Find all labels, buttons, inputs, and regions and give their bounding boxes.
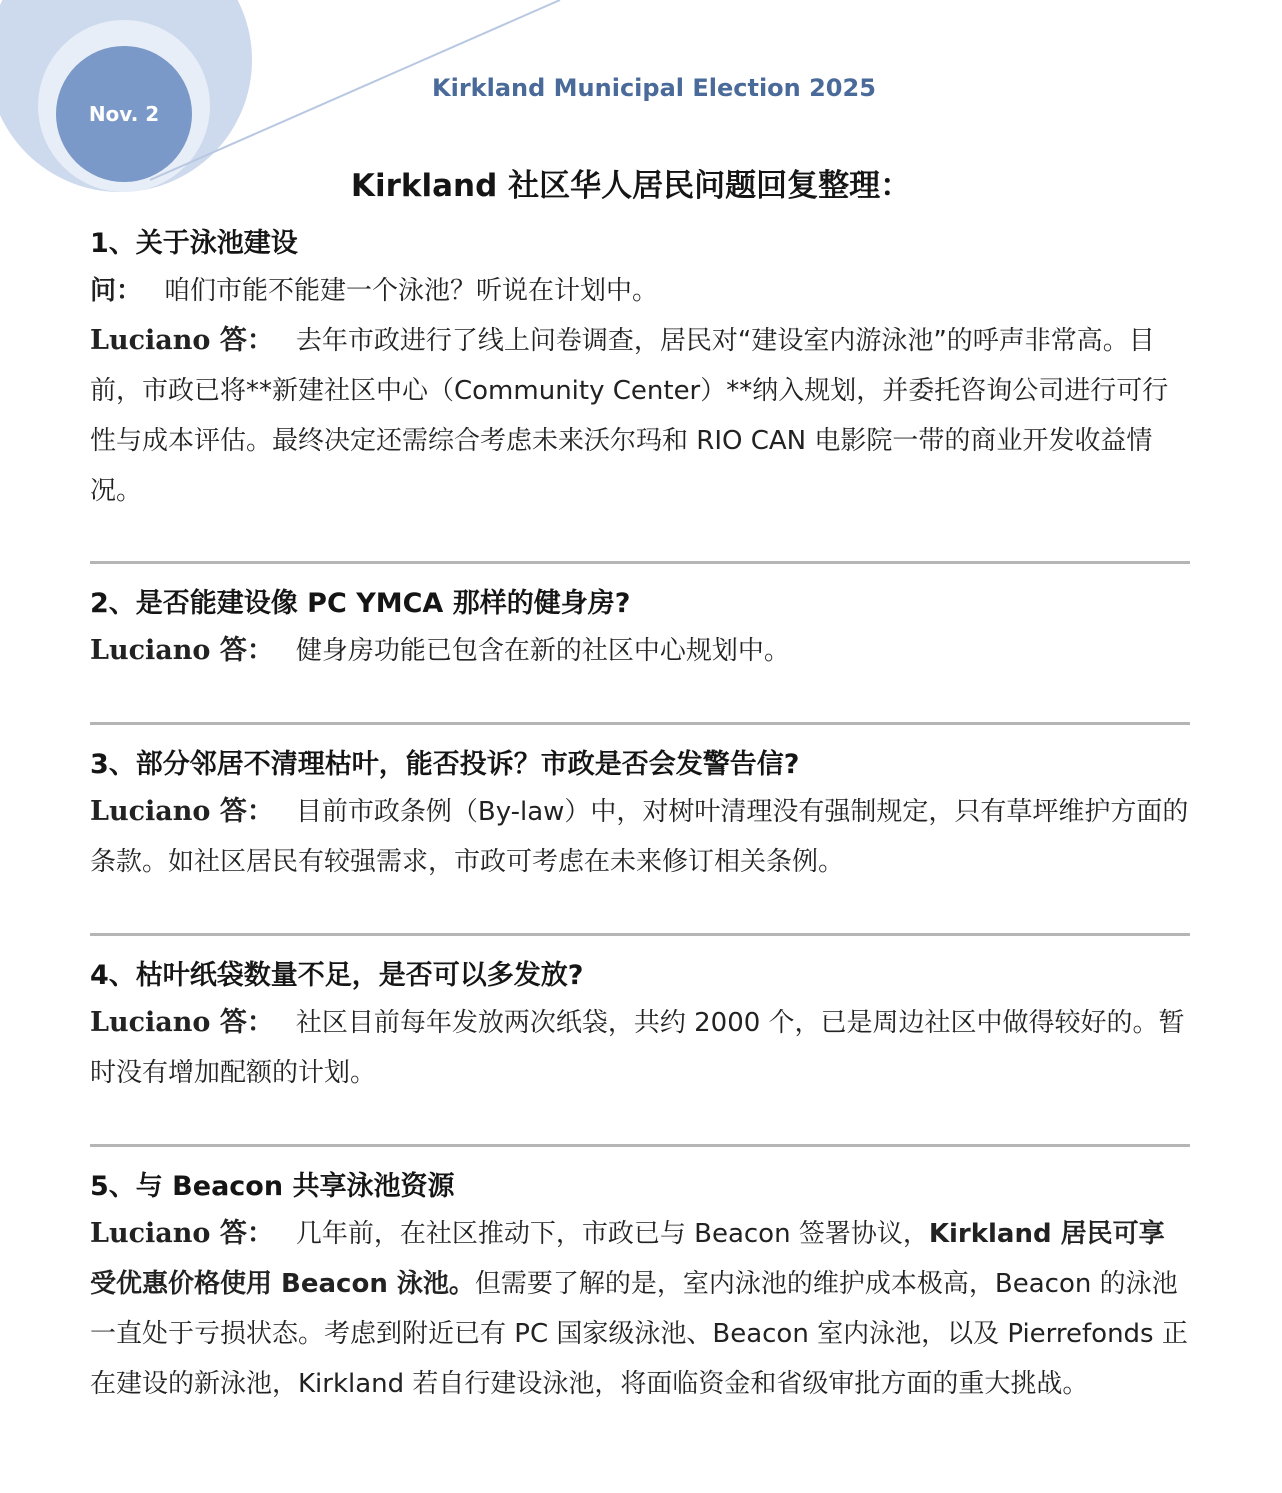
- qa-heading: 3、部分邻居不清理枯叶，能否投诉？市政是否会发警告信?: [90, 749, 800, 780]
- answer-body-highlight: Kirkland 居民可享受优惠价格使用 Beacon 泳池。: [90, 1219, 1165, 1299]
- answer-body: 健身房功能已包含在新的社区中心规划中。: [295, 636, 790, 666]
- answer-body: 去年市政进行了线上问卷调查，居民对“建设室内游泳池”的呼声非常高。目前，市政已将**新建社区中心（Community Center）**纳入规划，并委托咨询公司进行可行性与成本评估。最终决定还需综合考虑未来沃尔玛和 RIO CAN 电影院一带的商业开发收益情况。: [90, 326, 1169, 506]
- qa-heading: 1、关于泳池建设: [90, 228, 298, 259]
- qa-heading: 5、与 Beacon 共享泳池资源: [90, 1171, 455, 1202]
- answer-text: [90, 998, 1190, 1098]
- answer-text: [90, 626, 1190, 676]
- answer-prefix: Luciano 答：: [90, 635, 274, 666]
- answer-text: [90, 316, 1190, 516]
- answer-body: 目前市政条例（By-law）中，对树叶清理没有强制规定，只有草坪维护方面的条款。如社区居民有较强需求，市政可考虑在未来修订相关条例。: [90, 797, 1189, 877]
- date-badge: Nov. 2: [88, 102, 160, 126]
- qa-item-1: [90, 222, 1190, 561]
- answer-prefix: Luciano 答：: [90, 1007, 274, 1038]
- answer-body-part1: 几年前，在社区推动下，市政已与 Beacon 签署协议，: [295, 1219, 929, 1249]
- qa-heading: 2、是否能建设像 PC YMCA 那样的健身房?: [90, 588, 631, 619]
- answer-prefix: Luciano 答：: [90, 1218, 274, 1249]
- question-text: [90, 266, 1190, 316]
- answer-prefix: Luciano 答：: [90, 325, 274, 356]
- question-prefix: 问：: [90, 276, 143, 306]
- answer-body-part2: 但需要了解的是，室内泳池的维护成本极高，Beacon 的泳池一直处于亏损状态。考虑到附近已有 PC 国家级泳池、Beacon 室内泳池，以及 Pierrefonds 正在建设的新泳池，Kirkland 若自行建设泳池，将面临资金和省级审批方面的重大挑战。: [90, 1269, 1188, 1399]
- answer-prefix: Luciano 答：: [90, 796, 274, 827]
- qa-item-4: [90, 936, 1190, 1144]
- qa-item-2: [90, 564, 1190, 722]
- qa-heading: 4、枯叶纸袋数量不足，是否可以多发放?: [90, 960, 584, 991]
- qa-content: [90, 222, 1190, 1409]
- answer-body: 社区目前每年发放两次纸袋，共约 2000 个，已是周边社区中做得较好的。暂时没有增加配额的计划。: [90, 1008, 1185, 1088]
- document-title: Kirkland 社区华人居民问题回复整理：: [350, 168, 912, 204]
- question-body: 咱们市能不能建一个泳池？听说在计划中。: [164, 276, 659, 306]
- qa-item-3: [90, 725, 1190, 933]
- answer-text: [90, 787, 1190, 887]
- qa-item-5: [90, 1147, 1190, 1409]
- answer-text: [90, 1209, 1190, 1409]
- election-header: Kirkland Municipal Election 2025: [432, 74, 876, 102]
